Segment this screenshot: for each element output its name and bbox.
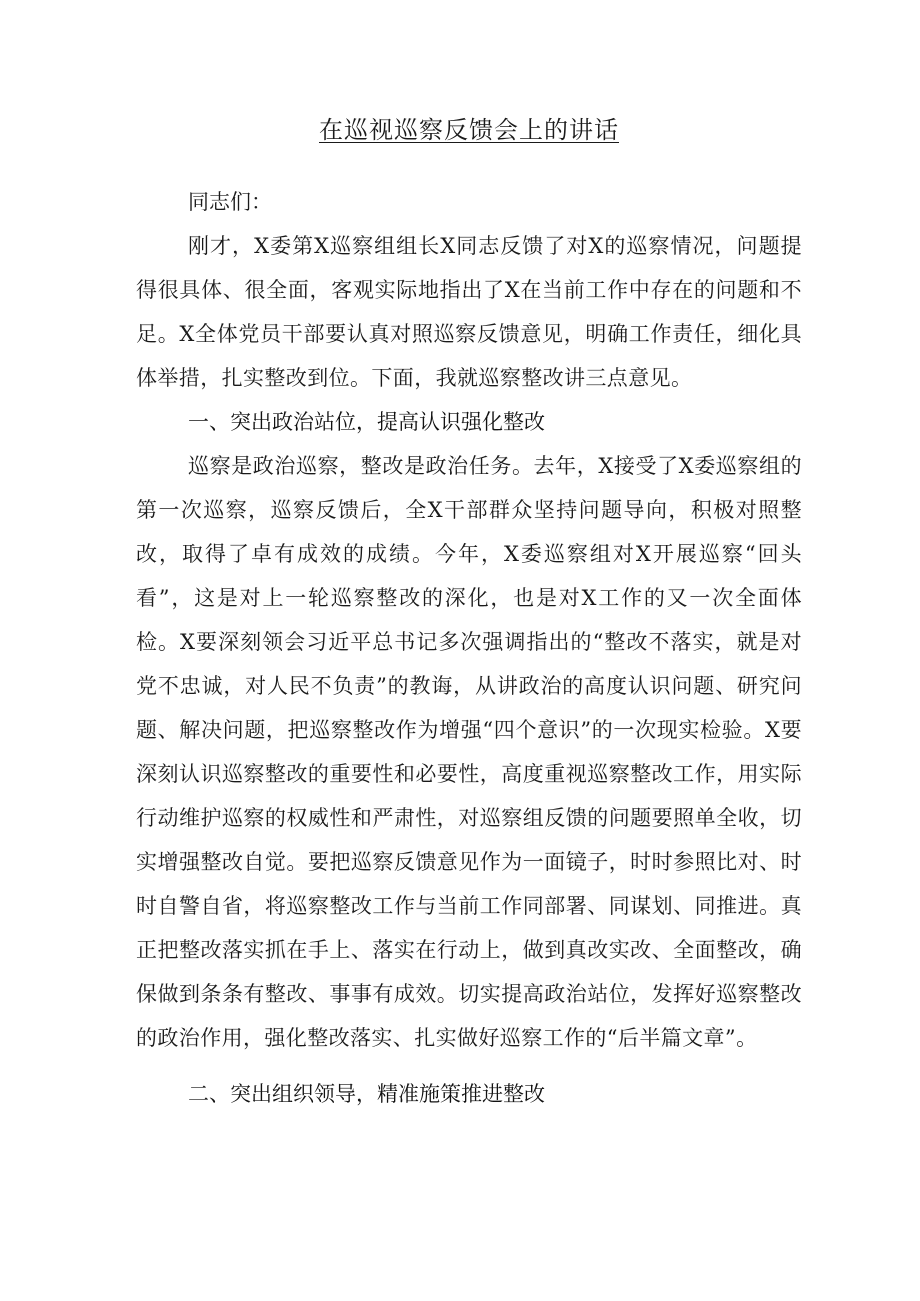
section-1-heading: 一、突出政治站位，提高认识强化整改 [188,410,545,434]
section-2-heading: 二、突出组织领导，精准施策推进整改 [188,1082,545,1106]
salutation: 同志们： [188,190,272,214]
intro-paragraph: 刚才，X委第X巡察组组长X同志反馈了对X的巡察情况，问题提得很具体、很全面，客观实际地指出了X在当前工作中存在的问题和不足。X全体党员干部要认真对照巡察反馈意见，明确工作责任，细化具体举措，扎实整改到位。下面，我就巡察整改讲三点意见。 [136,234,802,390]
document-title-text: 在巡视巡察反馈会上的讲话 [319,116,619,144]
document-title [136,112,802,148]
section-1-paragraph: 巡察是政治巡察，整改是政治任务。去年，X接受了X委巡察组的第一次巡察，巡察反馈后，全X干部群众坚持问题导向，积极对照整改，取得了卓有成效的成绩。今年，X委巡察组对X开展巡察“回头看”，这是对上一轮巡察整改的深化，也是对X工作的又一次全面体检。X要深刻领会习近平总书记多次强调指出的“整改不落实，就是对党不忠诚，对人民不负责”的教诲，从讲政治的高度认识问题、研究问题、解决问题，把巡察整改作为增强“四个意识”的一次现实检验。X要深刻认识巡察整改的重要性和必要性，高度重视巡察整改工作，用实际行动维护巡察的权威性和严肃性，对巡察组反馈的问题要照单全收，切实增强整改自觉。要把巡察反馈意见作为一面镜子，时时参照比对、时时自警自省，将巡察整改工作与当前工作同部署、同谋划、同推进。真正把整改落实抓在手上、落实在行动上，做到真改实改、全面整改，确保做到条条有整改、事事有成效。切实提高政治站位，发挥好巡察整改的政治作用，强化整改落实、扎实做好巡察工作的“后半篇文章”。 [136,454,802,1050]
